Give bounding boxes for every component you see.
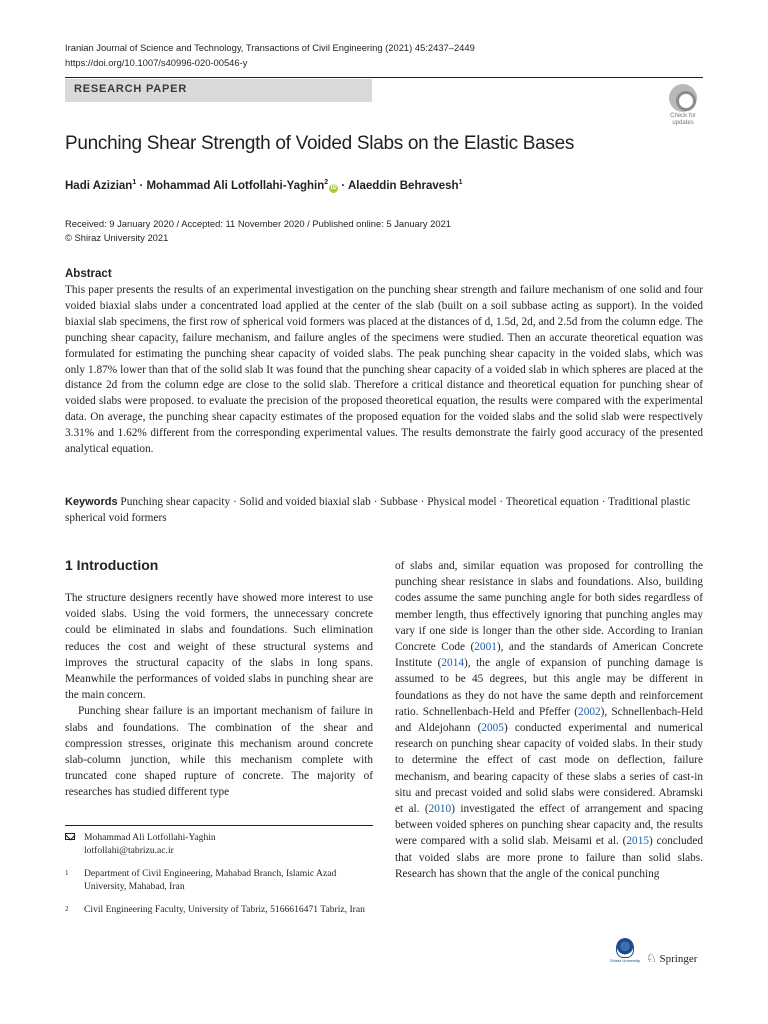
journal-citation: Iranian Journal of Science and Technology, Transactions of Civil Engineering (2021) 45:2437–2449 bbox=[65, 42, 475, 53]
doi-link[interactable]: https://doi.org/10.1007/s40996-020-00546-y bbox=[65, 57, 248, 68]
received-accepted-published: Received: 9 January 2020 / Accepted: 11 November 2020 / Published online: 5 January 2021 bbox=[65, 218, 452, 229]
author-name: Alaeddin Behravesh bbox=[347, 179, 459, 192]
envelope-icon bbox=[65, 833, 75, 840]
orcid-icon[interactable]: iD bbox=[330, 184, 337, 191]
citation-link[interactable]: 2015 bbox=[626, 835, 649, 848]
publication-dates bbox=[65, 217, 451, 245]
author-separator: · bbox=[338, 179, 348, 192]
affiliation-footnote bbox=[65, 903, 373, 916]
paper-title: Punching Shear Strength of Voided Slabs on the Elastic Bases bbox=[65, 133, 575, 154]
citation-link[interactable]: 2014 bbox=[441, 657, 464, 670]
article-type: RESEARCH PAPER bbox=[74, 83, 188, 95]
citation-link[interactable]: 2010 bbox=[428, 803, 452, 816]
publisher-logo bbox=[646, 951, 697, 965]
citation-link[interactable]: 2005 bbox=[481, 722, 504, 735]
affiliation-text: Civil Engineering Faculty, University of Tabriz, 5166616471 Tabriz, Iran bbox=[84, 904, 365, 915]
footnote-mark: 1 bbox=[65, 869, 69, 877]
keywords bbox=[65, 494, 703, 526]
abstract-text: This paper presents the results of an experimental investigation on the punching shear strength and failure mechanism of one solid and four voided biaxial slabs under a concentrated load applied at the center of the slab (built on a soil subbase acting as support). In the voided biaxial slab specimens, the first row of spherical void formers was placed at the distances of d, 1.5d, 2d, and 2.5d from the column edge. The punching shear capacity, failure mechanism, and failure angles of the specimens were studied. Then an accurate theoretical equation was formulated for estimating the punching shear capacity of voided slabs. The peak punching shear capacity in the voided slabs, which was only 1.87% lower than that of the solid slab It was found that the punching shear capacity of a voided slab in which spheres are placed at the distance 2d from the column edge are close to the solid slab. Therefore a critical distance and theoretical equation for punching shear of voided slabs were proposed. to evaluate the precision of the proposed theoretical equation, the results were compared with the experimental data. On average, the punching shear capacity estimates of the proposed equation for the voided slabs and the solid slab were respectively 3.31% and 1.62% different from the corresponding experimental values. The results demonstrate the fairly good accuracy of the presented analytical equation. bbox=[65, 284, 703, 456]
footnote-mark: 2 bbox=[65, 905, 69, 913]
paragraph: Punching shear failure is an important mechanism of failure in slabs and foundations. The combination of the shear and compression stresses, originate this mechanism around concrete slab-column junction, while this mechanism complete with truncated cone shaped rupture of concrete. The majority of researches has studied different type bbox=[65, 705, 373, 799]
corresponding-author-name: Mohammad Ali Lotfollahi-Yaghin bbox=[84, 832, 216, 843]
right-column bbox=[395, 558, 703, 882]
university-logo-caption: Shiraz University bbox=[610, 958, 641, 963]
left-column bbox=[65, 590, 373, 801]
footnotes bbox=[65, 831, 373, 926]
springer-horse-icon: ♘ bbox=[646, 951, 657, 965]
check-updates-label: Check for updates bbox=[670, 113, 696, 126]
header-rule bbox=[65, 77, 703, 78]
journal-header bbox=[65, 40, 475, 70]
keywords-text: Punching shear capacity · Solid and voided biaxial slab · Subbase · Physical model · Theoretical equation · Traditional plastic spherical void formers bbox=[65, 496, 691, 524]
affiliation-text: Department of Civil Engineering, Mahabad Branch, Islamic Azad University, Mahabad, Iran bbox=[84, 868, 337, 892]
check-for-updates-icon bbox=[669, 84, 697, 112]
affiliation-footnote bbox=[65, 867, 373, 893]
footnote-rule bbox=[65, 825, 373, 826]
corresponding-author-email[interactable]: lotfollahi@tabrizu.ac.ir bbox=[84, 845, 174, 856]
affiliation-mark: 2 bbox=[324, 179, 329, 186]
publisher-name: Springer bbox=[659, 953, 698, 965]
university-emblem-icon bbox=[616, 938, 634, 958]
check-for-updates-button[interactable] bbox=[663, 84, 703, 124]
keywords-label: Keywords bbox=[65, 496, 118, 508]
author-name: Hadi Azizian bbox=[65, 179, 133, 192]
article-type-banner bbox=[65, 79, 372, 102]
affiliation-mark: 1 bbox=[458, 179, 463, 186]
abstract-heading: Abstract bbox=[65, 268, 112, 280]
corresponding-author-note bbox=[65, 831, 373, 857]
author-separator: · bbox=[136, 179, 147, 192]
section-heading: 1 Introduction bbox=[65, 557, 159, 573]
author-name: Mohammad Ali Lotfollahi-Yaghin bbox=[146, 179, 325, 192]
paragraph: The structure designers recently have showed more interest to use voided slabs. Using the void formers, the unnecessary concrete could be eliminated in slabs and foundations. Such elimination reduces the cost and weight of these structural systems and improves the structural capacity of the slabs in long spans. Meanwhile the performances of voided slabs in punching shear are the main concern. bbox=[65, 592, 373, 702]
copyright: © Shiraz University 2021 bbox=[65, 232, 169, 243]
paragraph: of slabs and, similar equation was proposed for controlling the punching shear resistance in slabs and foundations. Also, building codes assume the same punching angle for both sides regardless of member length, thus effectively ignoring that punching angles may vary if one side is longer than the other side. According to Iranian Concrete Code (2001), and the standards of American Concrete Institute (2014), the angle of expansion of punching damage is assumed to be 45 degrees, but this angle may be different in foundations as they do not have the same depth and reinforcement ratio. Schnellenbach-Held and Pfeffer (2002), Schnellenbach-Held and Aldejohann (2005) conducted experimental and numerical research on punching shear capacity of voided slabs. In their study to determine the effect of cast mode on deflection, failure mechanism, and bearing capacity of these slabs a series of cast-in situ and precast voided and solid slabs were considered. Abramski et al. (2010) investigated the effect of arrangement and spacing between voided spheres on punching shear capacity and, the results were compared with a solid slab. Meisami et al. (2015) concluded that voided slabs are more prone to failure than solid slabs. Research has shown that the angle of the conical punching bbox=[395, 560, 703, 880]
university-logo bbox=[610, 938, 640, 970]
affiliation-mark: 1 bbox=[132, 179, 137, 186]
citation-link[interactable]: 2002 bbox=[578, 705, 601, 718]
citation-link[interactable]: 2001 bbox=[474, 641, 497, 654]
author-list bbox=[65, 179, 462, 193]
